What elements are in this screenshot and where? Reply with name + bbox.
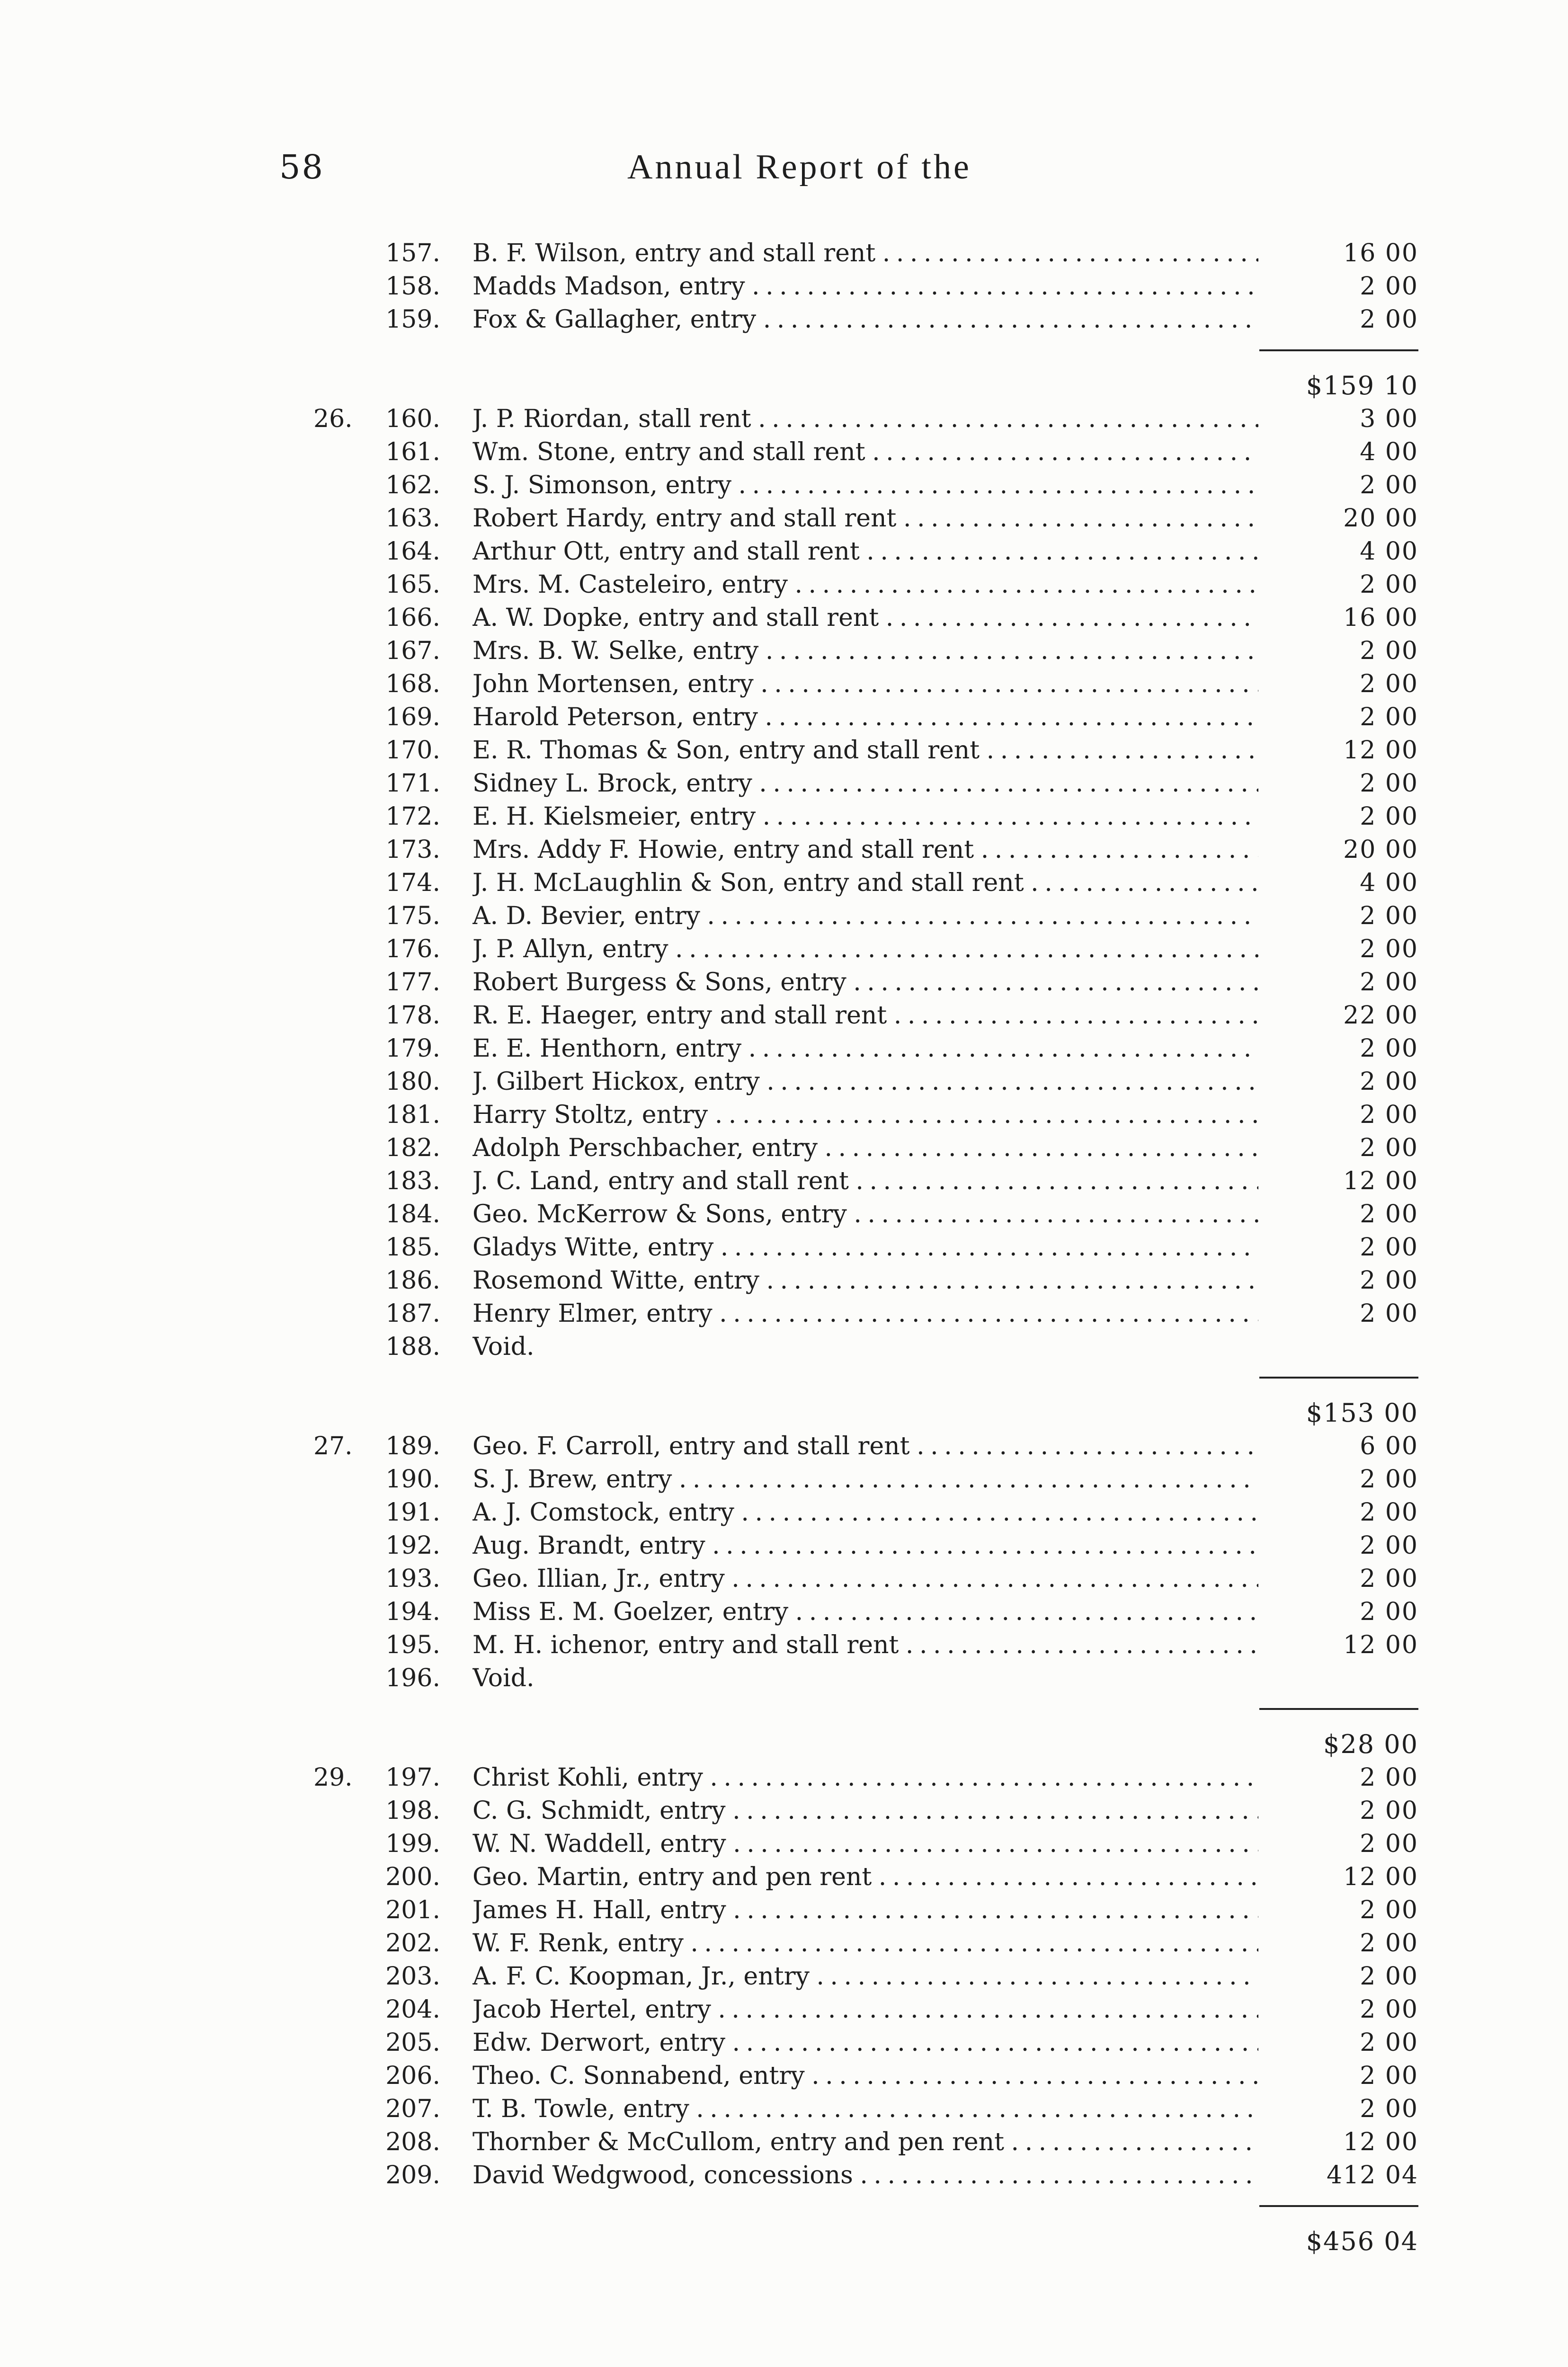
entry-description: A. J. Comstock, entry . . . [472,1496,1258,1529]
subtotal-rule [1259,349,1418,351]
entry-number: 183. [385,1167,440,1195]
entry-number: 200. [385,1863,440,1891]
entry-amount: 2 00 [1360,1200,1418,1228]
ledger-row [0,933,1568,966]
entry-number: 157. [385,239,440,267]
ledger-row [0,1098,1568,1131]
entry-amount: 4 00 [1360,438,1418,466]
entry-amount: 2 00 [1360,703,1418,731]
entry-number: 179. [385,1034,440,1063]
entry-amount: 2 00 [1360,1034,1418,1063]
running-title: Annual Report of the [627,148,971,187]
ledger-row [0,1430,1568,1463]
entry-number: 167. [385,637,440,665]
entry-number: 196. [385,1664,440,1692]
ledger-row [0,899,1568,933]
entry-description: J. P. Riordan, stall rent . . . [472,402,1258,436]
ledger-row [0,469,1568,502]
entry-description: J. Gilbert Hickox, entry . . . [472,1065,1258,1098]
entry-description: E. R. Thomas & Son, entry and stall rent . . . [472,734,1258,767]
entry-number: 208. [385,2128,440,2156]
entry-number: 194. [385,1598,440,1626]
entry-amount: 2 00 [1360,2029,1418,2057]
entry-number: 172. [385,802,440,831]
entry-number: 204. [385,1995,440,2024]
subtotal-amount: $28 00 [1323,1729,1418,1759]
entry-description: R. E. Haeger, entry and stall rent . . . [472,999,1258,1032]
entry-amount: 2 00 [1360,2062,1418,2090]
entry-number: 181. [385,1101,440,1129]
entry-amount: 2 00 [1360,935,1418,963]
entry-number: 178. [385,1001,440,1030]
entry-amount: 2 00 [1360,802,1418,831]
entry-amount: 2 00 [1360,471,1418,499]
entry-amount: 2 00 [1360,570,1418,599]
entry-amount: 2 00 [1360,1565,1418,1593]
entry-number: 174. [385,869,440,897]
ledger-row [0,303,1568,336]
entry-number: 205. [385,2029,440,2057]
ledger-row [0,1894,1568,1927]
entry-amount: 2 00 [1360,1233,1418,1262]
entry-amount: 3 00 [1360,405,1418,433]
subtotal-amount: $153 00 [1306,1398,1418,1428]
ledger-row [0,2159,1568,2192]
entry-amount: 2 00 [1360,1830,1418,1858]
entry-amount: 4 00 [1360,537,1418,566]
entry-number: 164. [385,537,440,566]
entry-number: 207. [385,2095,440,2123]
entry-number: 177. [385,968,440,997]
entry-amount: 12 00 [1343,1167,1418,1195]
ledger-row [0,1562,1568,1595]
ledger-row [0,667,1568,701]
entry-description: J. C. Land, entry and stall rent . . . [472,1165,1258,1198]
entry-description: Wm. Stone, entry and stall rent . . . [472,436,1258,469]
entry-number: 195. [385,1631,440,1659]
entry-number: 206. [385,2062,440,2090]
entry-description: Mrs. Addy F. Howie, entry and stall rent . . . [472,833,1258,866]
entry-number: 190. [385,1465,440,1494]
entry-number: 197. [385,1763,440,1792]
entry-number: 182. [385,1134,440,1162]
ledger-row [0,800,1568,833]
entry-number: 173. [385,836,440,864]
entry-number: 166. [385,604,440,632]
entry-description: C. G. Schmidt, entry . . . [472,1794,1258,1827]
entry-number: 191. [385,1498,440,1527]
entry-description: Madds Madson, entry . . . [472,270,1258,303]
entry-number: 188. [385,1333,440,1361]
ledger-row [0,1595,1568,1628]
ledger-row [0,568,1568,601]
entry-amount: 2 00 [1360,1068,1418,1096]
entry-amount: 2 00 [1360,1929,1418,1958]
page-number: 58 [279,148,325,187]
entry-amount: 2 00 [1360,1101,1418,1129]
ledger-row [0,999,1568,1032]
entry-description: Rosemond Witte, entry . . . [472,1264,1258,1297]
ledger-row [0,1032,1568,1065]
entry-number: 187. [385,1299,440,1328]
entry-amount: 2 00 [1360,637,1418,665]
entry-description: S. J. Simonson, entry . . . [472,469,1258,502]
entry-number: 202. [385,1929,440,1958]
entry-number: 162. [385,471,440,499]
entry-number: 192. [385,1531,440,1560]
entry-description: Jacob Hertel, entry . . . [472,1993,1258,2026]
ledger-row [0,701,1568,734]
entry-description: A. F. C. Koopman, Jr., entry . . . [472,1960,1258,1993]
entry-number: 186. [385,1266,440,1295]
entry-number: 158. [385,272,440,301]
entry-amount: 2 00 [1360,670,1418,698]
ledger-row [0,270,1568,303]
ledger-row [0,966,1568,999]
entry-amount: 2 00 [1360,1598,1418,1626]
entry-description: Void. [472,1664,535,1692]
ledger-row [0,436,1568,469]
entry-description: Aug. Brandt, entry . . . [472,1529,1258,1562]
entry-amount: 2 00 [1360,1995,1418,2024]
entry-description: Geo. F. Carroll, entry and stall rent . . . [472,1430,1258,1463]
entry-amount: 2 00 [1360,1962,1418,1991]
entry-number: 161. [385,438,440,466]
ledger-row [0,502,1568,535]
subtotal-rule [1259,1377,1418,1379]
ledger-row [0,1927,1568,1960]
entry-amount: 2 00 [1360,2095,1418,2123]
entry-description: Arthur Ott, entry and stall rent . . . [472,535,1258,568]
entry-description: E. E. Henthorn, entry . . . [472,1032,1258,1065]
entry-number: 189. [385,1432,440,1460]
entry-description: Robert Burgess & Sons, entry . . . [472,966,1258,999]
ledger-row [0,734,1568,767]
entry-amount: 412 04 [1327,2161,1418,2189]
ledger-row [0,1628,1568,1662]
entry-number: 165. [385,570,440,599]
entry-amount: 12 00 [1343,2128,1418,2156]
entry-amount: 2 00 [1360,1763,1418,1792]
entry-number: 201. [385,1896,440,1924]
entry-number: 169. [385,703,440,731]
ledger-row [0,1330,1568,1363]
entry-description: J. P. Allyn, entry . . . [472,933,1258,966]
entry-description: T. B. Towle, entry . . . [472,2092,1258,2126]
entry-description: W. F. Renk, entry . . . [472,1927,1258,1960]
ledger-row [0,2126,1568,2159]
ledger-row [0,833,1568,866]
subtotal-rule [1259,1708,1418,1710]
ledger-row [0,1761,1568,1794]
entry-day: 27. [313,1432,353,1460]
entry-number: 171. [385,769,440,798]
ledger-row [0,535,1568,568]
ledger-row [0,1231,1568,1264]
ledger-row [0,1264,1568,1297]
ledger-row [0,767,1568,800]
entry-number: 163. [385,504,440,533]
entry-amount: 16 00 [1343,239,1418,267]
ledger-row [0,1131,1568,1165]
ledger-row [0,2092,1568,2126]
ledger-row [0,1662,1568,1695]
entry-description: Geo. McKerrow & Sons, entry . . . [472,1198,1258,1231]
entry-number: 193. [385,1565,440,1593]
entry-number: 180. [385,1068,440,1096]
entry-description: Harold Peterson, entry . . . [472,701,1258,734]
ledger-row [0,1860,1568,1894]
ledger-row [0,1297,1568,1330]
ledger-row [0,1960,1568,1993]
subtotal-amount: $159 10 [1306,371,1418,400]
entry-number: 168. [385,670,440,698]
entry-amount: 4 00 [1360,869,1418,897]
ledger-row [0,1065,1568,1098]
entry-description: Robert Hardy, entry and stall rent . . . [472,502,1258,535]
entry-description: Thornber & McCullom, entry and pen rent . . . [472,2126,1258,2159]
entry-amount: 2 00 [1360,1531,1418,1560]
entry-number: 203. [385,1962,440,1991]
entry-amount: 2 00 [1360,1134,1418,1162]
entry-description: B. F. Wilson, entry and stall rent . . . [472,237,1258,270]
ledger-row [0,2026,1568,2059]
entry-number: 198. [385,1797,440,1825]
entry-amount: 2 00 [1360,1797,1418,1825]
entry-amount: 2 00 [1360,968,1418,997]
entry-description: A. W. Dopke, entry and stall rent . . . [472,601,1258,634]
entry-amount: 2 00 [1360,1498,1418,1527]
entry-description: Christ Kohli, entry . . . [472,1761,1258,1794]
entry-description: Geo. Illian, Jr., entry . . . [472,1562,1258,1595]
subtotal-amount: $456 04 [1306,2226,1418,2256]
entry-amount: 2 00 [1360,1896,1418,1924]
entry-number: 170. [385,736,440,765]
ledger-row [0,1463,1568,1496]
entry-description: David Wedgwood, concessions . . . [472,2159,1258,2192]
entry-description: Edw. Derwort, entry . . . [472,2026,1258,2059]
ledger-row [0,1993,1568,2026]
entry-description: Gladys Witte, entry . . . [472,1231,1258,1264]
ledger-row [0,1165,1568,1198]
entry-amount: 2 00 [1360,305,1418,334]
entry-amount: 12 00 [1343,1863,1418,1891]
entry-day: 26. [313,405,353,433]
entry-number: 184. [385,1200,440,1228]
entry-description: Miss E. M. Goelzer, entry . . . [472,1595,1258,1628]
entry-description: John Mortensen, entry . . . [472,667,1258,701]
entry-number: 176. [385,935,440,963]
entry-description: Theo. C. Sonnabend, entry . . . [472,2059,1258,2092]
entry-description: M. H. ichenor, entry and stall rent . . . [472,1628,1258,1662]
entry-amount: 16 00 [1343,604,1418,632]
entry-number: 199. [385,1830,440,1858]
ledger-row [0,634,1568,667]
entry-description: Adolph Perschbacher, entry . . . [472,1131,1258,1165]
entry-description: S. J. Brew, entry . . . [472,1463,1258,1496]
ledger-row [0,601,1568,634]
entry-description: Mrs. B. W. Selke, entry . . . [472,634,1258,667]
entry-description: Mrs. M. Casteleiro, entry . . . [472,568,1258,601]
ledger-row [0,2059,1568,2092]
entry-number: 160. [385,405,440,433]
entry-description: J. H. McLaughlin & Son, entry and stall rent . . . [472,866,1258,899]
ledger-row [0,1794,1568,1827]
entry-amount: 22 00 [1343,1001,1418,1030]
entry-description: Geo. Martin, entry and pen rent . . . [472,1860,1258,1894]
entry-amount: 20 00 [1343,836,1418,864]
entry-description: A. D. Bevier, entry . . . [472,899,1258,933]
entry-number: 175. [385,902,440,930]
entry-amount: 2 00 [1360,769,1418,798]
entry-amount: 12 00 [1343,1631,1418,1659]
ledger-row [0,1198,1568,1231]
ledger-row [0,402,1568,436]
ledger-row [0,1496,1568,1529]
entry-number: 185. [385,1233,440,1262]
entry-amount: 2 00 [1360,1266,1418,1295]
entry-amount: 2 00 [1360,902,1418,930]
ledger-row [0,1529,1568,1562]
entry-description: Henry Elmer, entry . . . [472,1297,1258,1330]
entry-number: 159. [385,305,440,334]
entry-description: Harry Stoltz, entry . . . [472,1098,1258,1131]
entry-description: Sidney L. Brock, entry . . . [472,767,1258,800]
entry-amount: 6 00 [1360,1432,1418,1460]
entry-amount: 12 00 [1343,736,1418,765]
ledger-row [0,237,1568,270]
entry-number: 209. [385,2161,440,2189]
entry-description: W. N. Waddell, entry . . . [472,1827,1258,1860]
entry-amount: 2 00 [1360,1465,1418,1494]
entry-amount: 20 00 [1343,504,1418,533]
ledger-row [0,866,1568,899]
subtotal-rule [1259,2205,1418,2207]
entry-description: Fox & Gallagher, entry . . . [472,303,1258,336]
entry-amount: 2 00 [1360,1299,1418,1328]
entry-day: 29. [313,1763,353,1792]
entry-description: Void. [472,1333,535,1361]
ledger-row [0,1827,1568,1860]
entry-description: E. H. Kielsmeier, entry . . . [472,800,1258,833]
entry-description: James H. Hall, entry . . . [472,1894,1258,1927]
entry-amount: 2 00 [1360,272,1418,301]
